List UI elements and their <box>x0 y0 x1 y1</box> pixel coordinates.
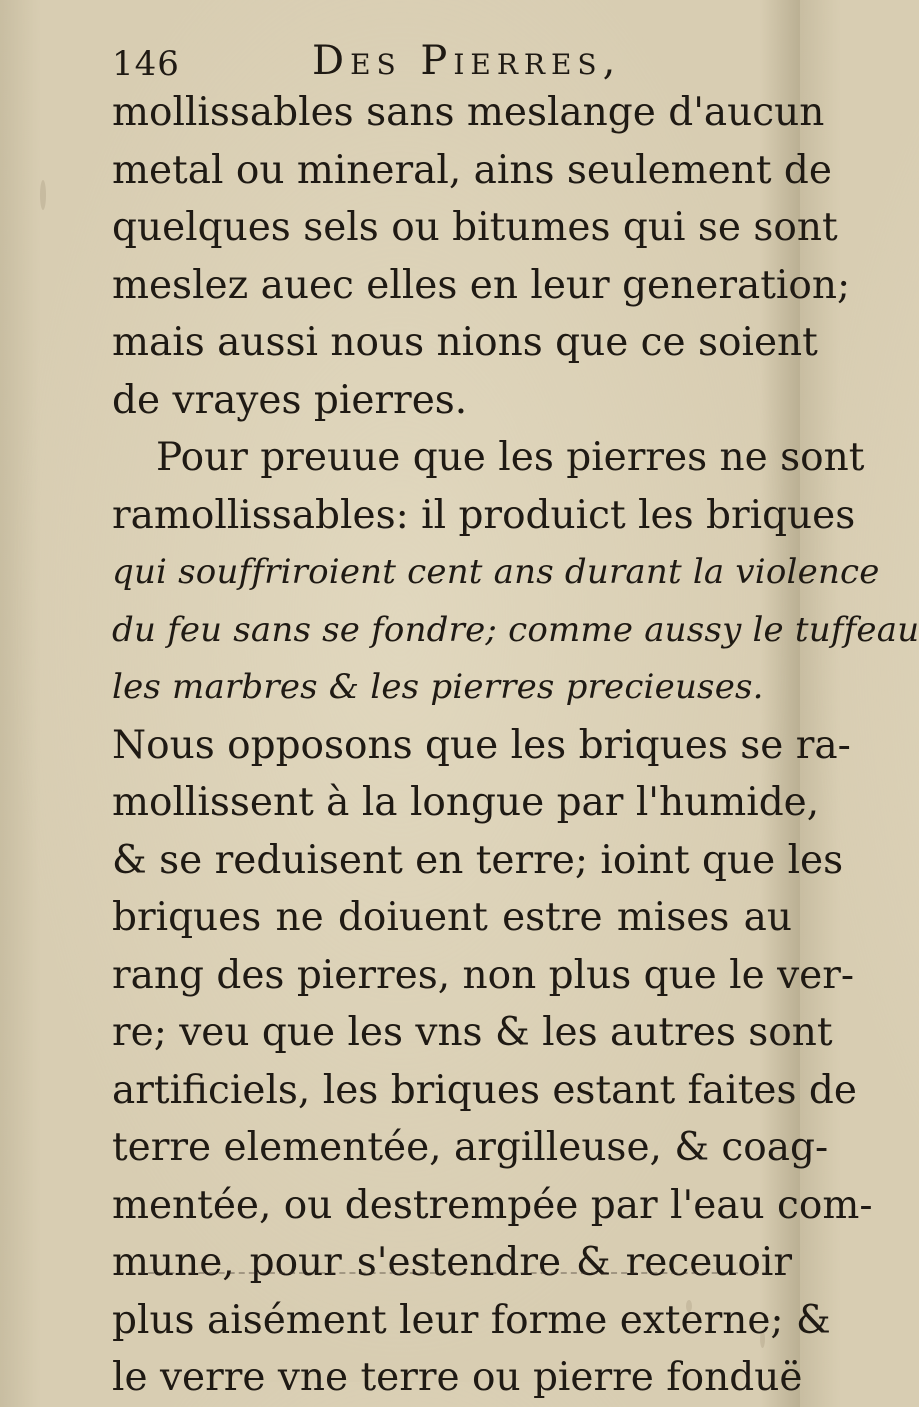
text-line: Pour preuue que les pierres ne sont <box>156 435 865 480</box>
text-line: mune, pour s'estendre & receuoir <box>112 1240 792 1285</box>
text-line-italic: qui souffriroient cent ans durant la violence <box>112 552 880 592</box>
body-text <box>112 84 919 1407</box>
text-line: meslez auec elles en leur generation; <box>112 262 851 308</box>
text-line: briques ne doiuent estre mises au <box>112 895 792 940</box>
text-line: mentée, ou destrempée par l'eau com- <box>112 1182 873 1228</box>
text-line: metal ou mineral, ains seulement de <box>112 147 832 193</box>
paper-stain <box>40 180 46 210</box>
text-line: quelques sels ou bitumes qui se sont <box>112 205 838 250</box>
text-line: & se reduisent en terre; ioint que les <box>112 837 844 883</box>
text-line: rang des pierres, non plus que le ver- <box>112 952 855 998</box>
text-line: terre elementée, argilleuse, & coag- <box>112 1125 829 1170</box>
text-line: mais aussi nous nions que ce soient <box>112 320 818 365</box>
running-title: Des Pierres, <box>312 38 622 84</box>
bottom-rule <box>118 1272 768 1276</box>
text-line: mollissables sans meslange d'aucun <box>112 90 825 135</box>
text-line: le verre vne terre ou pierre fonduë <box>112 1355 803 1400</box>
text-line: mollissent à la longue par l'humide, <box>112 780 820 825</box>
text-line: de vrayes pierres. <box>112 377 468 423</box>
text-line: plus aisément leur forme externe; & <box>112 1297 831 1343</box>
text-line: ramollissables: il produict les briques <box>112 492 856 538</box>
text-line: re; veu que les vns & les autres sont <box>112 1010 833 1055</box>
text-line-italic: du feu sans se fondre; comme aussy le tuffeau <box>112 609 919 650</box>
text-line: Nous opposons que les briques se ra- <box>112 722 851 768</box>
text-line-italic: les marbres & les pierres precieuses. <box>112 667 764 707</box>
text-line: artificiels, les briques estant faites de <box>112 1067 857 1113</box>
page-number: 146 <box>112 44 180 84</box>
